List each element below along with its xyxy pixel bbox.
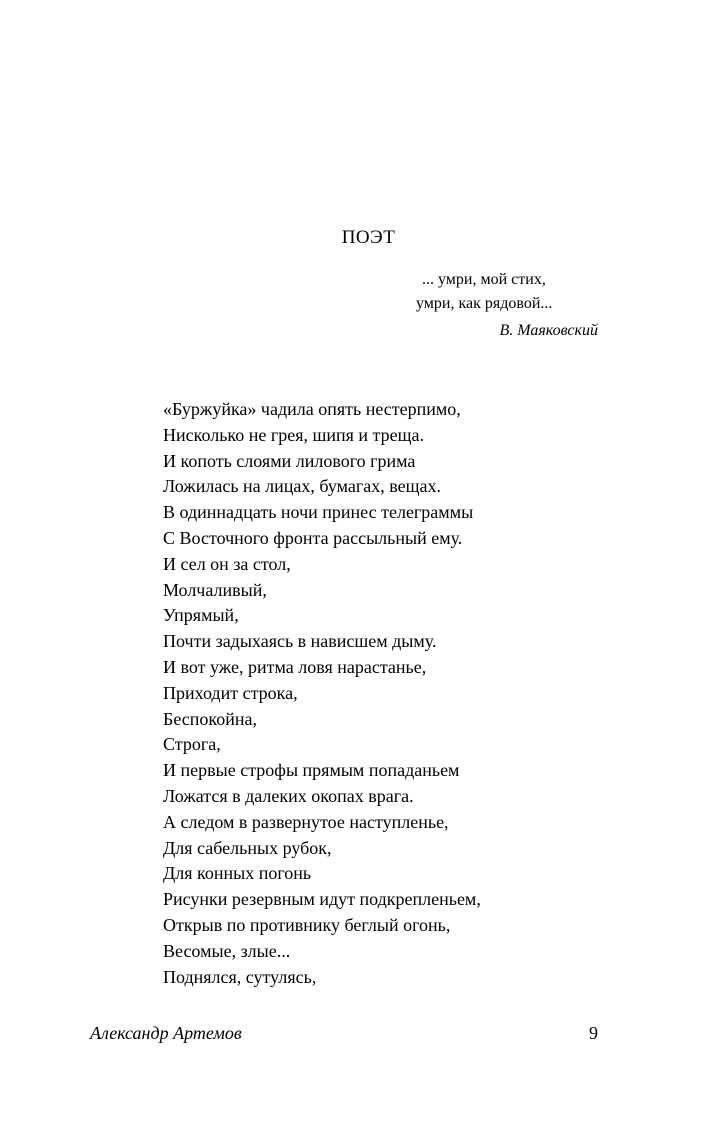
- poem-line: Ложатся в далеких окопах врага.: [163, 785, 414, 806]
- poem-line: С Восточного фронта рассыльный ему.: [163, 527, 463, 548]
- poem-line: Поднялся, сутулясь,: [163, 966, 317, 987]
- poem-line: Весомые, злые...: [163, 940, 291, 961]
- page-footer: [90, 1020, 598, 1046]
- poem-body: [163, 397, 603, 990]
- page-number: 9: [589, 1023, 598, 1043]
- poem-line: А следом в развернутое наступленье,: [163, 811, 449, 832]
- epigraph-author: В. Маяковский: [499, 322, 598, 339]
- poem-line: Рисунки резервным идут подкрепленьем,: [163, 889, 481, 910]
- poem-line: И копоть слоями лилового грима: [163, 450, 416, 471]
- epigraph: [360, 268, 598, 343]
- poem-line: Беспокойна,: [163, 708, 257, 729]
- poem-line: Строга,: [163, 734, 221, 755]
- poem-line: Открыв по противнику беглый огонь,: [163, 914, 451, 935]
- epigraph-line: ... умри, мой стих,: [422, 271, 546, 288]
- epigraph-line: умри, как рядовой...: [416, 295, 553, 312]
- poem-line: «Буржуйка» чадила опять нестерпимо,: [163, 399, 461, 419]
- footer-author: Александр Артемов: [90, 1023, 242, 1043]
- poem-line: Приходит строка,: [163, 682, 298, 703]
- poem-line: Для сабельных рубок,: [163, 837, 332, 858]
- poem-line: Нисколько не грея, шипя и треща.: [163, 424, 424, 445]
- poem-line: В одиннадцать ночи принес телеграммы: [163, 502, 474, 523]
- poem-line: Упрямый,: [163, 605, 239, 626]
- poem-line: И первые строфы прямым попаданьем: [163, 760, 460, 781]
- poem-line: Молчаливый,: [163, 579, 267, 600]
- poem-line: И вот уже, ритма ловя нарастанье,: [163, 656, 427, 677]
- poem-line: И сел он за стол,: [163, 553, 291, 574]
- poem-line: Почти задыхаясь в нависшем дыму.: [163, 631, 437, 652]
- poem-line: Ложилась на лицах, бумагах, вещах.: [163, 476, 442, 497]
- poem-title: ПОЭТ: [341, 227, 396, 248]
- poem-line: Для конных погонь: [163, 863, 312, 884]
